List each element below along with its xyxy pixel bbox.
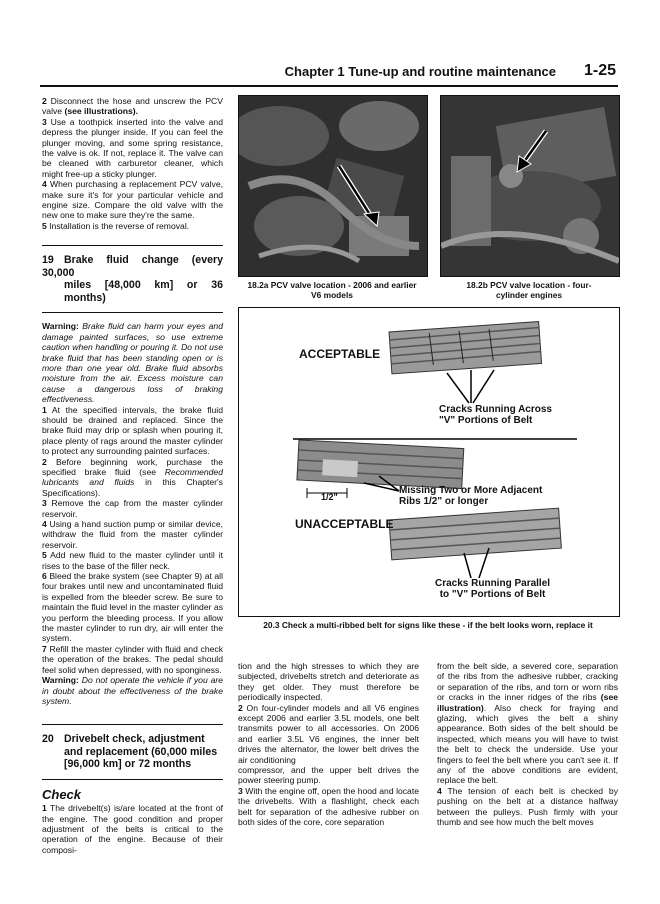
paragraph: 3 Remove the cap from the master cylinder reservoir.	[42, 498, 223, 519]
chapter-title: Chapter 1 Tune-up and routine maintenance	[284, 64, 556, 79]
section-heading-19: 19 Brake fluid change (every 30,000 miles [48,000 km] or 36 months)	[42, 245, 223, 313]
column-left	[42, 96, 223, 855]
caption-18-2b: 18.2b PCV valve location - four- cylinder engines	[466, 280, 592, 300]
paragraph: 7 Refill the master cylinder with fluid and check the operation of the brakes. The pedal should feel solid when depressed, with no sponginess.	[42, 643, 223, 675]
paragraph: 6 Bleed the brake system (see Chapter 9) at all four brakes until new and uncontaminated fluid is expelled from the bleeder screw. Be sure to maintain the fluid level in the master cylinder as you perform the bleeding process. If you allow the master cylinder to run dry, air will enter the system.	[42, 571, 223, 644]
subheading-check: Check	[42, 786, 82, 802]
section-heading-20: 20 Drivebelt check, adjustment and replacement (60,000 miles [96,000 km] or 72 months	[42, 724, 223, 780]
label-cracks-parallel: Cracks Running Parallel to "V" Portions of Belt	[435, 578, 551, 600]
paragraph: 2 On four-cylinder models and all V6 engines except 2006 and earlier 3.5L models, one belt transmits power to all accessories. On 2006 and earlier 3.5L V6 engines, the inner belt drives the alternator, the lower belt drives the air conditioning	[238, 702, 419, 765]
paragraph: 3 Use a toothpick inserted into the valve and depress the plunger inside. If you can feel the plunger moving, and some spring resistance, the valve is ok. If not, replace it. The valve can be cleaned with carburetor cleaner, which might free-up a sticky plunger.	[42, 116, 223, 179]
paragraph: 5 Add new fluid to the master cylinder until it rises to the base of the filler neck.	[42, 550, 223, 571]
header-rule	[40, 85, 618, 87]
belt-inspection-figure	[238, 307, 620, 617]
label-acceptable: ACCEPTABLE	[299, 347, 381, 361]
column-middle	[238, 661, 419, 828]
caption-20-3: 20.3 Check a multi-ribbed belt for signs like these - if the belt looks worn, replace it	[263, 620, 593, 630]
paragraph: tion and the high stresses to which they are subjected, drivebelts stretch and deteriorate as they get older. They must therefore be periodically inspected.	[238, 661, 419, 703]
paragraph: from the belt side, a severed core, separation of the ribs from the adhesive rubber, cracking or separation of the ribs, and torn or worn ribs or cracks in the inner ridges of the ribs (see illustration). Also check for fraying and glazing, which gives the belt a shiny appearance. Both sides of the belt should be inspected, which means you will have to twist the belt to check the underside. Use your fingers to feel the belt where you can't see it. If any of the above conditions are evident, replace the belt.	[437, 661, 618, 786]
paragraph: 5 Installation is the reverse of removal.	[42, 220, 190, 231]
warning-paragraph: Warning: Do not operate the vehicle if you are in doubt about the effectiveness of the brake system.	[42, 675, 223, 706]
column-right	[437, 661, 618, 828]
photo-pcv-valve-v6	[238, 95, 428, 277]
paragraph: 4 When purchasing a replacement PCV valve, make sure it's for your particular vehicle and engine size. Compare the old valve with the new one to make sure they're the same.	[42, 179, 223, 221]
paragraph: 2 Before beginning work, purchase the specified brake fluid (see Recommended lubricants and fluids in this Chapter's Specifications).	[42, 456, 223, 498]
paragraph: 2 Disconnect the hose and unscrew the PCV valve (see illustrations).	[42, 96, 223, 117]
page-header	[40, 62, 618, 84]
paragraph: 1 The drivebelt(s) is/are located at the front of the engine. The good condition and proper adjustment of the belts is critical to the operation of the engine. Because of their composi-	[42, 803, 223, 855]
photo-pcv-valve-four-cylinder	[440, 95, 620, 277]
label-half-inch: 1/2"	[321, 492, 338, 502]
label-cracks-across: Cracks Running Across "V" Portions of Belt	[439, 404, 552, 426]
label-unacceptable: UNACCEPTABLE	[295, 517, 394, 531]
paragraph: 4 Using a hand suction pump or similar device, withdraw the fluid from the master cylinder reservoir.	[42, 519, 223, 550]
paragraph: compressor, and the upper belt drives the power steering pump.	[238, 765, 419, 786]
paragraph: 1 At the specified intervals, the brake fluid should be drained and replaced. Since the brake fluid may drip or splash when pouring it, place plenty of rags around the master cylinder to protect any surrounding painted surfaces.	[42, 404, 223, 457]
paragraph: 4 The tension of each belt is checked by pushing on the belt at a distance halfway between the pulleys. Push firmly with your thumb and see how much the belt moves	[437, 785, 618, 828]
caption-18-2a: 18.2a PCV valve location - 2006 and earlier V6 models	[247, 280, 417, 300]
paragraph: 3 With the engine off, open the hood and locate the drivebelts. With a flashlight, check each belt for separation of the adhesive rubber on both sides of the core, core separation	[238, 785, 419, 828]
page-number: 1-25	[583, 62, 616, 79]
label-missing-ribs: Missing Two or More Adjacent Ribs 1/2" or longer	[399, 485, 543, 507]
warning-paragraph: Warning: Brake fluid can harm your eyes and damage painted surfaces, so use extreme caution when handling or pouring it. Do not use brake fluid that has been standing open or is more than one year old. Brake fluid absorbs moisture from the air. Excess moisture can cause a dangerous loss of braking effectiveness.	[42, 321, 223, 405]
